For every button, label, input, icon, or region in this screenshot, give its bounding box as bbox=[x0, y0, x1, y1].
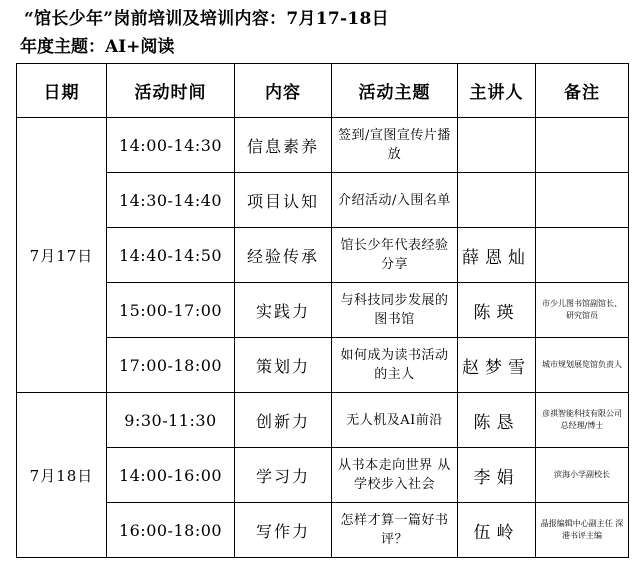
table-row bbox=[17, 228, 629, 283]
table-row bbox=[17, 118, 629, 173]
speaker-cell: 赵梦雪 bbox=[458, 338, 536, 393]
speaker-cell bbox=[458, 118, 536, 173]
header-date: 日期 bbox=[17, 64, 107, 118]
time-cell: 9:30-11:30 bbox=[107, 393, 235, 448]
table-row bbox=[17, 448, 629, 503]
table-row bbox=[17, 173, 629, 228]
header-speaker: 主讲人 bbox=[458, 64, 536, 118]
date-cell: 7月17日 bbox=[17, 118, 107, 393]
content-cell: 实践力 bbox=[235, 283, 332, 338]
topic-cell: 无人机及AI前沿 bbox=[332, 393, 458, 448]
note-cell: 市少儿图书馆副馆长、研究馆员 bbox=[536, 283, 629, 338]
header-row bbox=[17, 64, 629, 118]
content-cell: 学习力 bbox=[235, 448, 332, 503]
content-cell: 经验传承 bbox=[235, 228, 332, 283]
table-row bbox=[17, 503, 629, 558]
table-row bbox=[17, 283, 629, 338]
content-cell: 策划力 bbox=[235, 338, 332, 393]
note-cell: 滨海小学副校长 bbox=[536, 448, 629, 503]
time-cell: 16:00-18:00 bbox=[107, 503, 235, 558]
schedule-table bbox=[16, 63, 629, 558]
time-cell: 14:00-14:30 bbox=[107, 118, 235, 173]
header-note: 备注 bbox=[536, 64, 629, 118]
topic-cell: 馆长少年代表经验分享 bbox=[332, 228, 458, 283]
topic-cell: 从书本走向世界 从学校步入社会 bbox=[332, 448, 458, 503]
note-cell: 晶报编辑中心副主任 深港书评主编 bbox=[536, 503, 629, 558]
speaker-cell: 陈恳 bbox=[458, 393, 536, 448]
page-title: “馆长少年”岗前培训及培训内容：7月17-18日 bbox=[24, 9, 389, 29]
header-content: 内容 bbox=[235, 64, 332, 118]
topic-cell: 怎样才算一篇好书评？ bbox=[332, 503, 458, 558]
note-cell: 彦祺智能科技有限公司总经理/博士 bbox=[536, 393, 629, 448]
table-row bbox=[17, 393, 629, 448]
header-topic: 活动主题 bbox=[332, 64, 458, 118]
header-time: 活动时间 bbox=[107, 64, 235, 118]
content-cell: 创新力 bbox=[235, 393, 332, 448]
speaker-cell: 伍岭 bbox=[458, 503, 536, 558]
time-cell: 15:00-17:00 bbox=[107, 283, 235, 338]
topic-cell: 与科技同步发展的图书馆 bbox=[332, 283, 458, 338]
topic-cell: 签到/宣图宣传片播放 bbox=[332, 118, 458, 173]
topic-cell: 如何成为读书活动的主人 bbox=[332, 338, 458, 393]
content-cell: 写作力 bbox=[235, 503, 332, 558]
annual-theme: 年度主题：AI+阅读 bbox=[20, 37, 175, 57]
time-cell: 17:00-18:00 bbox=[107, 338, 235, 393]
speaker-cell: 薛恩灿 bbox=[458, 228, 536, 283]
note-cell: 城市规划展览馆负责人 bbox=[536, 338, 629, 393]
speaker-cell bbox=[458, 173, 536, 228]
time-cell: 14:00-16:00 bbox=[107, 448, 235, 503]
note-cell bbox=[536, 118, 629, 173]
content-cell: 项目认知 bbox=[235, 173, 332, 228]
speaker-cell: 陈瑛 bbox=[458, 283, 536, 338]
note-cell bbox=[536, 173, 629, 228]
time-cell: 14:40-14:50 bbox=[107, 228, 235, 283]
note-cell bbox=[536, 228, 629, 283]
content-cell: 信息素养 bbox=[235, 118, 332, 173]
date-cell: 7月18日 bbox=[17, 393, 107, 558]
table-row bbox=[17, 338, 629, 393]
speaker-cell: 李娟 bbox=[458, 448, 536, 503]
topic-cell: 介绍活动/入围名单 bbox=[332, 173, 458, 228]
time-cell: 14:30-14:40 bbox=[107, 173, 235, 228]
